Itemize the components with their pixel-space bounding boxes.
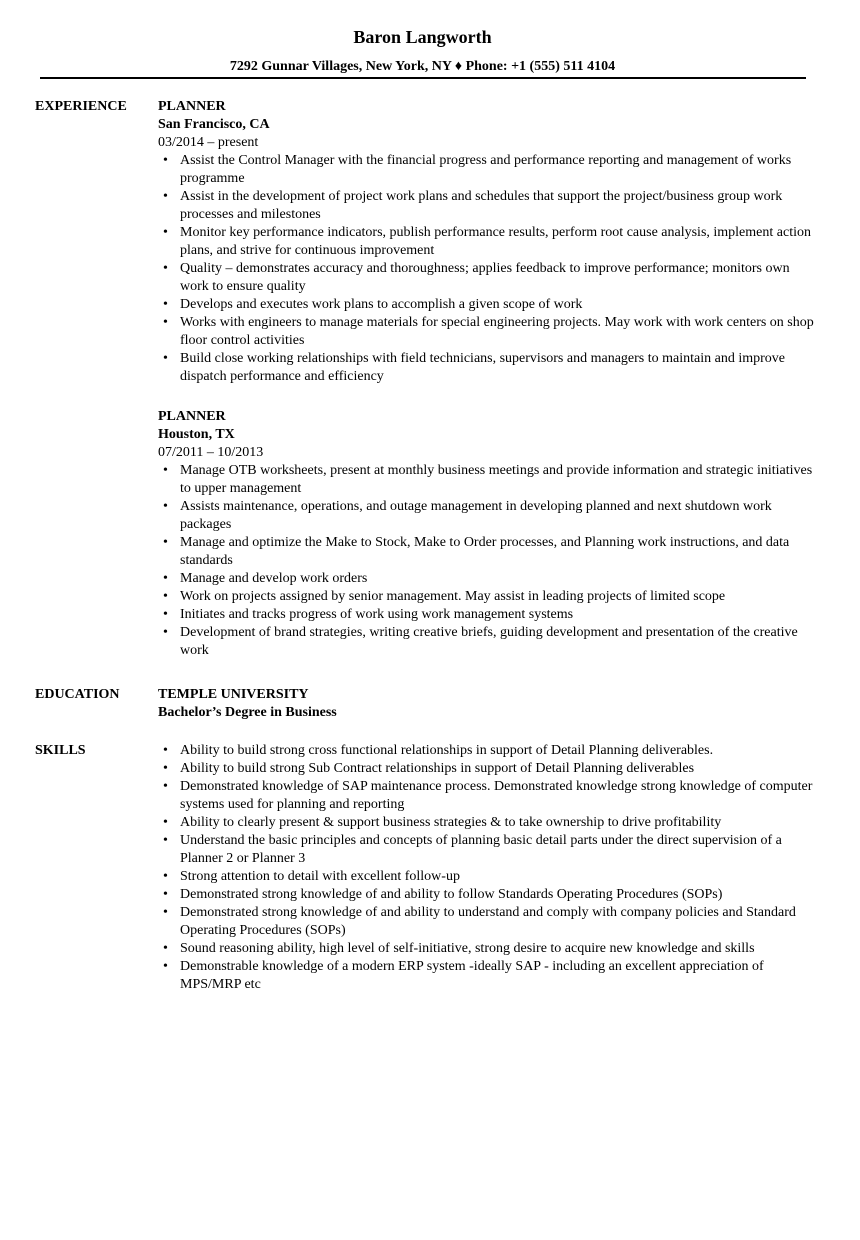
list-item: • Manage and develop work orders bbox=[158, 570, 818, 588]
header-divider bbox=[40, 77, 806, 79]
job-bullets bbox=[158, 152, 818, 386]
contact-line: 7292 Gunnar Villages, New York, NY ♦ Phone: +1 (555) 511 4104 bbox=[229, 59, 616, 74]
list-item: • Sound reasoning ability, high level of self-initiative, strong desire to acquire new knowledge and skills bbox=[158, 940, 818, 958]
list-item: • Demonstrated strong knowledge of and ability to understand and comply with company policies and Standard Operating Procedures (SOPs) bbox=[158, 904, 818, 940]
list-item: • Ability to build strong cross functional relationships in support of Detail Planning deliverables. bbox=[158, 742, 818, 760]
list-item: • Assist the Control Manager with the financial progress and performance reporting and management of works programme bbox=[158, 152, 818, 188]
list-item: • Demonstrated knowledge of SAP maintenance process. Demonstrated knowledge strong knowledge of computer systems used for planning and reporting bbox=[158, 778, 818, 814]
job-dates: 03/2014 – present bbox=[158, 135, 259, 150]
job-location: San Francisco, CA bbox=[158, 117, 270, 132]
list-item: • Manage and optimize the Make to Stock, Make to Order processes, and Planning work instructions, and data standards bbox=[158, 534, 818, 570]
list-item: • Monitor key performance indicators, publish performance results, perform root cause analysis, implement action plans, and strive for continuous improvement bbox=[158, 224, 818, 260]
skills-list bbox=[158, 742, 818, 994]
list-item: • Development of brand strategies, writing creative briefs, guiding development and presentation of the creative work bbox=[158, 624, 818, 660]
school-name: TEMPLE UNIVERSITY bbox=[158, 687, 309, 702]
section-label-experience: EXPERIENCE bbox=[35, 99, 127, 114]
degree: Bachelor’s Degree in Business bbox=[158, 705, 337, 720]
skill-bullets bbox=[158, 742, 818, 994]
job-dates: 07/2011 – 10/2013 bbox=[158, 445, 264, 460]
list-item: • Assist in the development of project work plans and schedules that support the project/business group work processes and milestones bbox=[158, 188, 818, 224]
list-item: • Build close working relationships with field technicians, supervisors and managers to maintain and improve dispatch performance and efficiency bbox=[158, 350, 818, 386]
list-item: • Quality – demonstrates accuracy and thoroughness; applies feedback to improve performance; monitors own work to ensure quality bbox=[158, 260, 818, 296]
list-item: • Strong attention to detail with excellent follow-up bbox=[158, 868, 818, 886]
job-title: PLANNER bbox=[158, 99, 226, 114]
list-item: • Demonstrable knowledge of a modern ERP system -ideally SAP - including an excellent appreciation of MPS/MRP etc bbox=[158, 958, 818, 994]
list-item: • Work on projects assigned by senior management. May assist in leading projects of limited scope bbox=[158, 588, 818, 606]
education-entry bbox=[158, 686, 818, 722]
job-entry bbox=[158, 408, 818, 660]
job-location: Houston, TX bbox=[158, 427, 235, 442]
list-item: • Ability to build strong Sub Contract relationships in support of Detail Planning deliverables bbox=[158, 760, 818, 778]
list-item: • Assists maintenance, operations, and outage management in developing planned and next shutdown work packages bbox=[158, 498, 818, 534]
list-item: • Understand the basic principles and concepts of planning basic detail parts under the direct supervision of a Planner 2 or Planner 3 bbox=[158, 832, 818, 868]
list-item: • Develops and executes work plans to accomplish a given scope of work bbox=[158, 296, 818, 314]
list-item: • Demonstrated strong knowledge of and ability to follow Standards Operating Procedures (SOPs) bbox=[158, 886, 818, 904]
job-entry bbox=[158, 98, 818, 386]
list-item: • Ability to clearly present & support business strategies & to take ownership to drive profitability bbox=[158, 814, 818, 832]
list-item: • Works with engineers to manage materials for special engineering projects. May work with work centers on shop floor control activities bbox=[158, 314, 818, 350]
job-bullets bbox=[158, 462, 818, 660]
candidate-name: Baron Langworth bbox=[353, 27, 492, 47]
list-item: • Initiates and tracks progress of work using work management systems bbox=[158, 606, 818, 624]
job-title: PLANNER bbox=[158, 409, 226, 424]
list-item: • Manage OTB worksheets, present at monthly business meetings and provide information and strategic initiatives to upper management bbox=[158, 462, 818, 498]
section-label-education: EDUCATION bbox=[35, 687, 120, 702]
section-label-skills: SKILLS bbox=[35, 743, 86, 758]
